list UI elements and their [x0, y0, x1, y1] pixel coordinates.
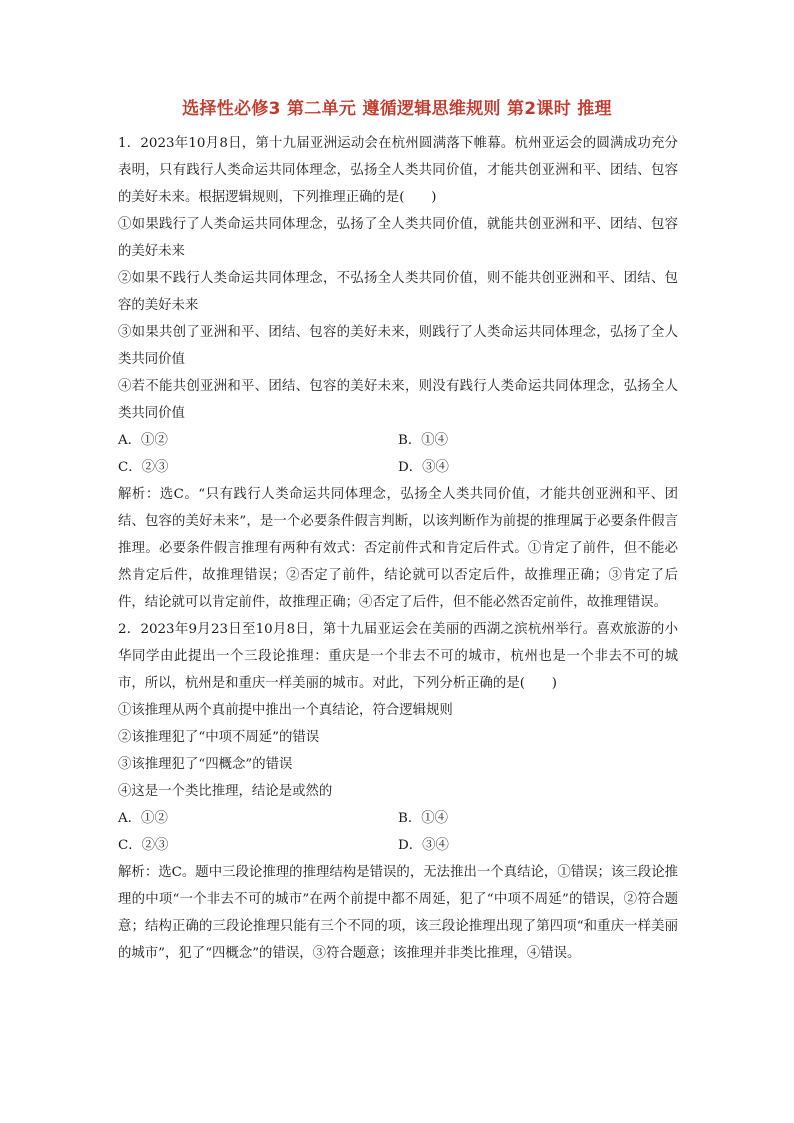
question-1-option-c[interactable]: C．②③ [118, 460, 169, 475]
question-1-statement-2: ②如果不践行人类命运共同体理念，不弘扬全人类共同价值，则不能共创亚洲和平、团结、包容的美好未来 [118, 271, 678, 313]
question-1-option-a[interactable]: A．①② [118, 433, 168, 448]
question-2-statement-4: ④这是一个类比推理，结论是或然的 [118, 784, 333, 799]
question-1-statement-3: ③如果共创了亚洲和平、团结、包容的美好未来，则践行了人类命运共同体理念，弘扬了全人类共同价值 [118, 325, 678, 367]
question-1-option-b[interactable]: B．①④ [398, 433, 449, 448]
question-2-stem: 2．2023年9月23日至10月8日，第十九届亚运会在美丽的西湖之滨杭州举行。喜欢旅游的小华同学由此提出一个三段论推理：重庆是一个非去不可的城市，杭州也是一个非去不可的城市，所以，杭州是和重庆一样美丽的城市。对此，下列分析正确的是( ) [118, 622, 678, 691]
question-2-statement-3: ③该推理犯了“四概念”的错误 [118, 757, 293, 772]
question-2-option-a[interactable]: A．①② [118, 811, 168, 826]
question-1-stem: 1．2023年10月8日，第十九届亚洲运动会在杭州圆满落下帷幕。杭州亚运会的圆满成功充分表明，只有践行人类命运共同体理念，弘扬全人类共同价值，才能共创亚洲和平、团结、包容的美好未来。根据逻辑规则，下列推理正确的是( ) [118, 136, 678, 205]
question-1-statement-4: ④若不能共创亚洲和平、团结、包容的美好未来，则没有践行人类命运共同体理念，弘扬全人类共同价值 [118, 379, 678, 421]
question-2-options-row-1 [118, 805, 678, 832]
question-1-statement-1: ①如果践行了人类命运共同体理念，弘扬了全人类共同价值，就能共创亚洲和平、团结、包容的美好未来 [118, 217, 678, 259]
document-body [118, 130, 678, 967]
question-1-options-row-1 [118, 427, 678, 454]
question-2-option-d[interactable]: D．③④ [398, 838, 449, 853]
question-2-analysis: 解析：选C。题中三段论推理的推理结构是错误的，无法推出一个真结论，①错误；该三段论推理的中项“一个非去不可的城市”在两个前提中都不周延，犯了“中项不周延”的错误，②符合题意；结构正确的三段论推理只能有三个不同的项，该三段论推理出现了第四项“和重庆一样美丽的城市”，犯了“四概念”的错误，③符合题意；该推理并非类比推理，④错误。 [118, 865, 678, 961]
question-1-option-d[interactable]: D．③④ [398, 460, 449, 475]
document-title: 选择性必修3 第二单元 遵循逻辑思维规则 第2课时 推理 [182, 99, 612, 119]
question-1-analysis: 解析：选C。“只有践行人类命运共同体理念，弘扬全人类共同价值，才能共创亚洲和平、团结、包容的美好未来”，是一个必要条件假言判断，以该判断作为前提的推理属于必要条件假言推理。必要条件假言推理有两种有效式：否定前件式和肯定后件式。①肯定了前件，但不能必然肯定后件，故推理错误；②否定了前件，结论就可以否定后件，故推理正确；③肯定了后件，结论就可以肯定前件，故推理正确；④否定了后件，但不能必然否定前件，故推理错误。 [118, 487, 678, 610]
question-2-option-b[interactable]: B．①④ [398, 811, 449, 826]
question-2-statement-1: ①该推理从两个真前提中推出一个真结论，符合逻辑规则 [118, 703, 453, 718]
question-1-options-row-2 [118, 454, 678, 481]
question-2-option-c[interactable]: C．②③ [118, 838, 169, 853]
question-2-options-row-2 [118, 832, 678, 859]
question-2-statement-2: ②该推理犯了“中项不周延”的错误 [118, 730, 320, 745]
